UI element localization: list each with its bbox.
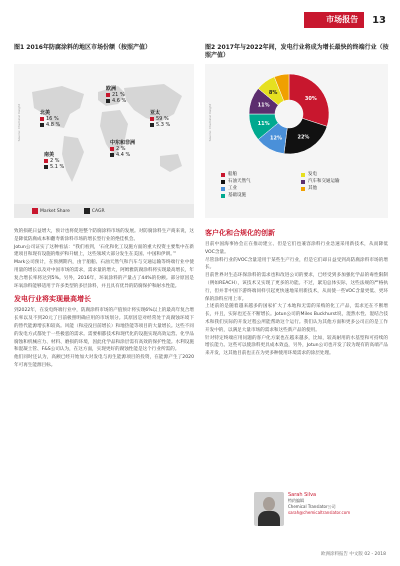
- share-marker: [40, 117, 44, 121]
- legend-label: 石油天然气: [228, 179, 251, 184]
- right-column: [205, 228, 388, 358]
- region-name: 南美: [44, 152, 55, 158]
- legend-item-4: [221, 186, 301, 191]
- legend-swatch: [301, 180, 305, 184]
- legend-item-6: [221, 193, 301, 198]
- legend-swatch: [301, 187, 305, 191]
- pie-slice-label-1: 22%: [297, 134, 310, 141]
- legend-swatch: [221, 194, 225, 198]
- author-company: Chemical Translator公司: [288, 504, 336, 509]
- share-value: 21 %: [112, 92, 125, 98]
- region-europe: [106, 86, 126, 104]
- section-heading: 发电行业将实现最高增长: [14, 295, 91, 304]
- paragraph: 针对特定终端应用问题的客户化方案也在越来越多，比如，较高耐用的水基型和可持续的增长能力。这些可以使涂料更具成本效益，另外，Jotun公司也开发了较为现有的高端产品来开发，这其他目前也正在为更多种使用环境需求的涂层处理。: [205, 335, 388, 357]
- page-header: [304, 12, 386, 28]
- section-heading: 客户化和合规化的创新: [205, 229, 275, 237]
- region-name: 欧洲: [106, 86, 117, 92]
- cagr-marker: [106, 99, 110, 103]
- share-value: 2 %: [50, 158, 60, 164]
- region-name: 亚太: [150, 110, 161, 116]
- legend-swatch: [301, 173, 305, 177]
- paragraph: 尽管涂料行业的VOC含量适用于某些生产行业，但是它们却日益受到高防腐涂料市场的增长。: [205, 257, 388, 271]
- author-role: 特约编辑: [288, 498, 304, 503]
- share-marker: [44, 159, 48, 163]
- pie-slice-label-0: 30%: [304, 95, 317, 102]
- region-middle-east-africa: [110, 140, 135, 158]
- pie-legend: [221, 172, 381, 198]
- author-photo: [254, 492, 284, 526]
- legend-item-2: [221, 179, 301, 184]
- legend-item-3: [301, 179, 381, 184]
- paragraph: Jotun公司证实了这种看法：“我们看到，‘石化和化工设施方面的重大投资主要集中在新建项目和现有设施的维护和升级上，这些领域大部分发生在美国、中国和伊朗。’”: [14, 244, 194, 258]
- figure-1-legend: [14, 204, 194, 218]
- share-value: 2 %: [116, 146, 126, 152]
- left-column: [14, 228, 194, 370]
- legend-label: 船舶: [228, 172, 237, 177]
- legend-item-1: [301, 172, 381, 177]
- legend-label: 基础设施: [228, 193, 246, 198]
- world-map-graphic: [14, 64, 194, 204]
- author-name: Sarah Silva: [288, 492, 317, 498]
- region-name: 北美: [40, 110, 51, 116]
- cagr-marker: [44, 165, 48, 169]
- paragraph: 上述前的是随着越来越多的国家扩大了本地和无需的采购的化工产品，需求还在不断增长，并且，实际也还在不断增长。Jotun公司的Miles Buckhurst说，混然水性、混结合技术和我们实际的开发过程公所能帮助这个运行。我们认为其他方面和更多公司正的是工作开发中的，以满足大量市场的需求和这些新产品的使用。: [205, 304, 388, 333]
- page-footer: 欧洲涂料报告 中文版 02 - 2018: [320, 552, 386, 557]
- author-photo-body: [258, 511, 280, 526]
- pie-slice-label-3: 11%: [257, 120, 270, 127]
- share-marker: [106, 93, 110, 97]
- legend-label: 汽车和交通运输: [308, 179, 340, 184]
- legend-market-share: Market Share: [40, 208, 70, 214]
- region-name: 中东和非洲: [110, 140, 136, 146]
- share-value: 16 %: [46, 116, 59, 122]
- legend-label: 工业: [228, 186, 237, 191]
- figure-1-map: [14, 64, 194, 218]
- paragraph: 目前中国海事协会正在推动建立、但是它们也兼容涂料行业急速采用新技术，从而降低VOC含量。: [205, 242, 388, 255]
- section-tag: 市场报告: [304, 12, 364, 28]
- cagr-marker: [40, 123, 44, 127]
- legend-swatch: [221, 180, 225, 184]
- region-asia-pacific: [150, 110, 170, 128]
- pie-slice-label-2: 12%: [270, 135, 282, 142]
- figure-2-chart: [205, 64, 388, 218]
- cagr-value: 5.1 %: [50, 164, 65, 170]
- cagr-value: 4.4 %: [116, 152, 131, 158]
- share-marker: [110, 147, 114, 151]
- cagr-value: 4.8 %: [46, 122, 61, 128]
- paragraph: 致的损耗日益增大，预计也将促进整个防腐涂料市场的发展。对防腐涂料生产商来说，这是降低防腐成本和翻寿新涂料市场的增长型行业的绝佳机会。: [14, 229, 194, 242]
- paragraph: 目前世界对生态环保涂料的需求也和改进公司的要求，已经受到多加强化学品的毒性限制（例如REACH），该技术又实现了更多的功能。不过，紧迫总体实际，这些法规的严格执行，但并非中国下游终端同样引起更快速地采用新技术，从而使一些VOC含量更低、更环保的涂料应用上市。: [205, 273, 388, 302]
- pie-chart: [247, 72, 331, 156]
- market-share-swatch: [32, 208, 38, 214]
- paragraph: 到2022年，在发电终端行业中，防腐涂料市场的产值预计将实现6%以上的最高年复合增长率以及不到20元了目前极照明确应用的市场划分。其原因是对经常处于高腐蚀环境下的替代能源增长和较高。风能（和浸没目前增长）和地热能等项目的大量增长。这些不同的发电方式都处于一些极恶的需求。需要相都技术和现代化的设施实现高效运营。化学品腐蚀和机械应力、材料、磨损的环境，因此化学品和涂层需有高效的保护性能。水利设施和混凝土管、F&S公司认为，在这方面，实现更好的腐蚀性能是这个行业所需的。: [14, 308, 194, 353]
- page-number: 13: [372, 14, 386, 26]
- cagr-swatch: [84, 208, 90, 214]
- figure-2-source: Source: Chemical Insight: [208, 104, 212, 142]
- pie-slice-label-4: 11%: [257, 102, 270, 109]
- share-value: 59 %: [156, 116, 169, 122]
- author-box: [288, 492, 388, 516]
- legend-label: 发电: [308, 172, 317, 177]
- legend-label: 其他: [308, 186, 317, 191]
- cagr-marker: [110, 153, 114, 157]
- cagr-marker: [150, 123, 154, 127]
- legend-item-0: [221, 172, 301, 177]
- legend-swatch: [221, 187, 225, 191]
- cagr-value: 4.6 %: [112, 98, 127, 104]
- author-photo-head: [263, 497, 275, 511]
- pie-slice-label-5: 8%: [268, 89, 278, 96]
- paragraph: Mark公司预计，在预测期内，由于船舶、石油天然气和汽车与交通运输等终端行业中使用量的增长以及对中国市场的需求，需求量的增大，阿姆雅防腐涂料将实现最高增长，年复合增长率将达到5%。另外，2016年，环氧涂料的产量占了44%的份额。部分原因是环氧涂料能够适用于许多类型的多层涂料，并且具有优异的防腐保护和耐水性能。: [14, 260, 194, 289]
- legend-item-5: [301, 186, 381, 191]
- figure-2-title: 图2 2017年与2022年间，发电行业将成为增长最快的终端行业（按照产值）: [205, 44, 389, 59]
- region-south-america: [44, 152, 64, 170]
- figure-1-source: Source: Chemical Insight: [17, 104, 21, 142]
- cagr-value: 5.3 %: [156, 122, 171, 128]
- region-north-america: [40, 110, 60, 128]
- figure-1-title: 图1 2016年防腐涂料的地区市场份额（按照产值）: [14, 44, 151, 51]
- share-marker: [150, 117, 154, 121]
- paragraph: 他们同时还认为，高额已经开始加大对发电与再生能源项目的投资，在能源产生了2020年可再生能源目标。: [14, 355, 194, 368]
- legend-cagr: CAGR: [91, 208, 105, 214]
- author-email-link[interactable]: sarah@chemicaltranslator.com: [288, 510, 351, 515]
- legend-swatch: [221, 173, 225, 177]
